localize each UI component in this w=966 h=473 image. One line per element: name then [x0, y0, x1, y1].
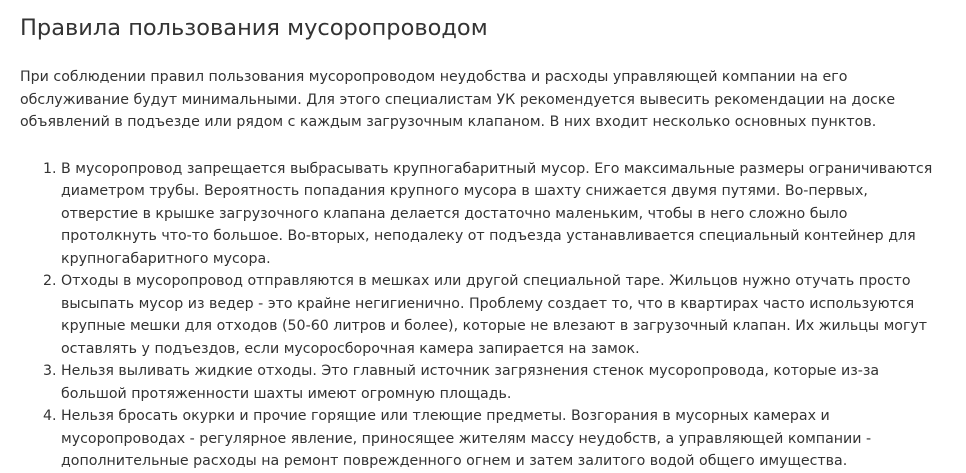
rule-item-4: 4. Нельзя бросать окурки и прочие горящие или тлеющие предметы. Возгорания в мусорных камерах и мусоропроводах - регулярное явление, приносящее жителям массу неудобств, а управляющей компании - дополнительные расходы на ремонт поврежденного огнем и затем залитого водой общего имущества.	[61, 405, 946, 473]
intro-paragraph: При соблюдении правил пользования мусоропроводом неудобства и расходы управляющей компании на его обслуживание будут минимальными. Для этого специалистам УК рекомендуется вывесить рекомендации на доске объявлений в подъезде или рядом с каждым загрузочным клапаном. В них входит несколько основных пунктов.	[20, 69, 896, 130]
rule-item-2: 2. Отходы в мусоропровод отправляются в мешках или другой специальной таре. Жильцов нужно отучать просто высыпать мусор из ведер - это крайне негигиенично. Проблему создает то, что в квартирах часто используются крупные мешки для отходов (50-60 литров и более), которые не влезают в загрузочный клапан. Их жильцы могут оставлять у подъездов, если мусоросборочная камера запирается на замок.	[61, 270, 946, 360]
article-title: Правила пользования мусоропроводом	[20, 15, 488, 41]
rules-list	[20, 158, 946, 473]
rule-item-3: 3. Нельзя выливать жидкие отходы. Это главный источник загрязнения стенок мусоропровода, которые из-за большой протяженности шахты имеют огромную площадь.	[61, 360, 946, 405]
rule-item-1: 1. В мусоропровод запрещается выбрасывать крупногабаритный мусор. Его максимальные размеры ограничиваются диаметром трубы. Вероятность попадания крупного мусора в шахту снижается двумя путями. Во-первых, отверстие в крышке загрузочного клапана делается достаточно маленьким, чтобы в него сложно было протолкнуть что-то большое. Во-вторых, неподалеку от подъезда устанавливается специальный контейнер для крупногабаритного мусора.	[61, 158, 946, 271]
